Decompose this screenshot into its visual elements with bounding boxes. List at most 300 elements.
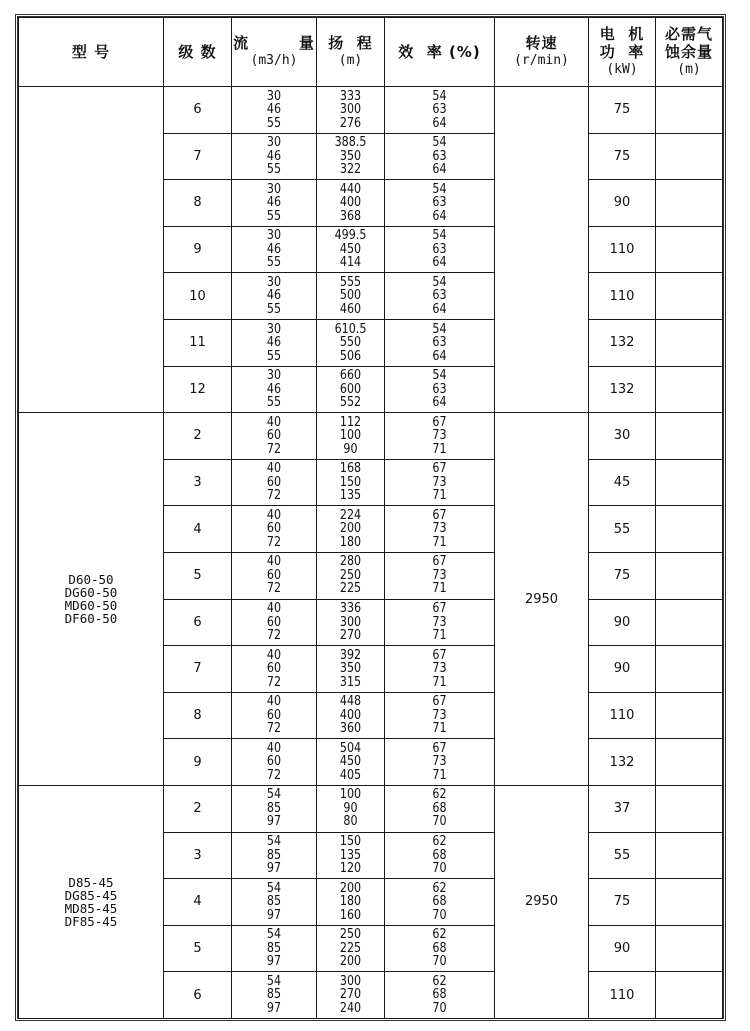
npshr-cell [656,832,723,879]
head-value: 368 [339,208,362,224]
head-cell [317,459,385,506]
model-cell [19,785,164,1018]
stages-cell: 8 [164,692,232,739]
npshr-cell [656,506,723,553]
stages-cell: 10 [164,273,232,320]
flow-cell [232,226,317,273]
motor-power-cell: 90 [589,925,656,972]
head-value: 333 [339,88,362,104]
head-value: 120 [339,861,362,877]
head-value: 280 [339,554,362,570]
efficiency-value: 54 [432,321,447,337]
head-value: 180 [339,534,362,550]
head-value: 250 [339,567,362,583]
efficiency-value: 63 [432,102,447,118]
efficiency-value: 73 [432,521,447,537]
flow-value: 60 [266,521,282,537]
head-value: 200 [339,954,362,970]
stages-cell: 6 [164,599,232,646]
efficiency-cell [385,646,495,693]
efficiency-cell [385,879,495,926]
efficiency-value: 71 [432,534,447,550]
flow-cell [232,319,317,366]
efficiency-cell [385,785,495,832]
head-value: 400 [339,707,362,723]
flow-value: 85 [266,847,282,863]
head-value: 250 [339,927,362,943]
head-value: 552 [339,395,362,411]
flow-value: 72 [266,488,282,504]
flow-value: 30 [266,274,282,290]
efficiency-value: 70 [432,861,447,877]
head-cell [317,506,385,553]
model-name: DG60-50 [64,585,118,601]
efficiency-value: 70 [432,954,447,970]
flow-value: 54 [266,973,282,989]
flow-cell [232,925,317,972]
motor-power-cell: 30 [589,413,656,460]
head-value: 499.5 [334,228,367,244]
efficiency-value: 63 [432,241,447,257]
stages-cell: 4 [164,506,232,553]
model-name: D60-50 [68,572,114,588]
flow-value: 85 [266,894,282,910]
stages-cell: 11 [164,319,232,366]
head-value: 80 [343,814,358,830]
flow-value: 72 [266,674,282,690]
flow-value: 60 [266,614,282,630]
flow-value: 85 [266,800,282,816]
head-cell [317,552,385,599]
npshr-cell [656,552,723,599]
flow-value: 54 [266,927,282,943]
head-value: 225 [339,940,362,956]
flow-value: 72 [266,534,282,550]
head-cell [317,273,385,320]
efficiency-value: 64 [432,208,447,224]
head-value: 276 [339,115,362,131]
flow-value: 85 [266,940,282,956]
head-cell [317,972,385,1019]
head-cell [317,133,385,180]
head-value: 200 [339,521,362,537]
flow-value: 72 [266,441,282,457]
head-cell [317,832,385,879]
efficiency-value: 71 [432,674,447,690]
flow-value: 30 [266,88,282,104]
stages-cell: 3 [164,832,232,879]
efficiency-value: 54 [432,228,447,244]
flow-value: 40 [266,601,282,617]
model-name: DF60-50 [64,611,118,627]
flow-value: 46 [266,102,282,118]
stages-cell: 7 [164,646,232,693]
header-flow: 流 量 (m3/h) [232,18,317,87]
flow-cell [232,366,317,413]
head-value: 400 [339,195,362,211]
head-cell [317,87,385,134]
flow-value: 54 [266,834,282,850]
npshr-cell [656,646,723,693]
efficiency-value: 67 [432,647,447,663]
head-value: 450 [339,754,362,770]
model-name: D85-45 [68,874,114,890]
efficiency-value: 63 [432,335,447,351]
efficiency-value: 54 [432,88,447,104]
stages-cell: 12 [164,366,232,413]
head-cell [317,413,385,460]
efficiency-value: 64 [432,301,447,317]
efficiency-value: 71 [432,721,447,737]
flow-cell [232,599,317,646]
stages-cell: 5 [164,925,232,972]
efficiency-value: 70 [432,907,447,923]
motor-power-cell: 90 [589,599,656,646]
flow-cell [232,832,317,879]
table-row [19,785,723,832]
efficiency-value: 63 [432,148,447,164]
npshr-cell [656,925,723,972]
model-cell [19,413,164,786]
table-row [19,413,723,460]
npshr-cell [656,739,723,786]
flow-value: 97 [266,907,282,923]
stages-cell: 4 [164,879,232,926]
head-cell [317,785,385,832]
npshr-cell [656,273,723,320]
efficiency-value: 71 [432,488,447,504]
flow-cell [232,133,317,180]
head-value: 388.5 [334,135,367,151]
speed-cell: 2950 [495,413,589,786]
head-value: 660 [339,368,362,384]
header-model: 型 号 [19,18,164,87]
efficiency-value: 63 [432,195,447,211]
efficiency-cell [385,133,495,180]
efficiency-value: 73 [432,754,447,770]
head-value: 405 [339,767,362,783]
head-value: 150 [339,834,362,850]
head-value: 322 [339,162,362,178]
flow-value: 40 [266,461,282,477]
efficiency-value: 62 [432,973,447,989]
flow-value: 97 [266,861,282,877]
head-value: 504 [339,740,362,756]
npshr-cell [656,180,723,227]
head-value: 90 [343,441,358,457]
head-value: 506 [339,348,362,364]
efficiency-value: 64 [432,395,447,411]
efficiency-value: 68 [432,847,447,863]
flow-value: 30 [266,181,282,197]
head-value: 450 [339,241,362,257]
head-value: 315 [339,674,362,690]
flow-value: 54 [266,787,282,803]
stages-cell: 2 [164,785,232,832]
efficiency-value: 67 [432,601,447,617]
motor-power-cell: 132 [589,319,656,366]
efficiency-cell [385,925,495,972]
flow-value: 40 [266,740,282,756]
efficiency-value: 71 [432,441,447,457]
motor-power-cell: 132 [589,739,656,786]
efficiency-value: 64 [432,348,447,364]
header-npshr: 必需气 蚀余量 (m) [656,18,723,87]
flow-cell [232,273,317,320]
motor-power-cell: 75 [589,87,656,134]
head-cell [317,646,385,693]
npshr-cell [656,133,723,180]
header-stages: 级 数 [164,18,232,87]
flow-value: 30 [266,228,282,244]
head-cell [317,599,385,646]
flow-cell [232,785,317,832]
efficiency-cell [385,739,495,786]
efficiency-value: 63 [432,381,447,397]
head-value: 610.5 [334,321,367,337]
efficiency-value: 64 [432,162,447,178]
efficiency-value: 62 [432,880,447,896]
efficiency-value: 73 [432,707,447,723]
npshr-cell [656,972,723,1019]
flow-value: 60 [266,661,282,677]
head-value: 135 [339,488,362,504]
head-value: 300 [339,102,362,118]
efficiency-value: 71 [432,767,447,783]
head-value: 300 [339,973,362,989]
head-value: 180 [339,894,362,910]
header-head: 扬 程 (m) [317,18,385,87]
head-value: 600 [339,381,362,397]
flow-value: 72 [266,581,282,597]
model-name: MD60-50 [64,598,118,614]
flow-value: 46 [266,241,282,257]
model-name: DF85-45 [64,913,118,929]
flow-value: 60 [266,754,282,770]
flow-cell [232,879,317,926]
table-row [19,87,723,134]
head-cell [317,879,385,926]
flow-value: 40 [266,554,282,570]
head-value: 225 [339,581,362,597]
npshr-cell [656,87,723,134]
efficiency-value: 68 [432,894,447,910]
head-value: 200 [339,880,362,896]
flow-value: 97 [266,954,282,970]
flow-value: 97 [266,1000,282,1016]
head-value: 224 [339,507,362,523]
motor-power-cell: 55 [589,832,656,879]
efficiency-cell [385,413,495,460]
head-value: 414 [339,255,362,271]
head-value: 550 [339,335,362,351]
motor-power-cell: 110 [589,226,656,273]
npshr-cell [656,785,723,832]
head-value: 460 [339,301,362,317]
model-cell [19,87,164,413]
flow-value: 46 [266,195,282,211]
head-cell [317,925,385,972]
flow-cell [232,552,317,599]
flow-value: 60 [266,707,282,723]
head-value: 160 [339,907,362,923]
stages-cell: 5 [164,552,232,599]
motor-power-cell: 110 [589,692,656,739]
head-value: 168 [339,461,362,477]
head-value: 300 [339,614,362,630]
efficiency-value: 54 [432,274,447,290]
npshr-cell [656,599,723,646]
head-value: 100 [339,428,362,444]
flow-value: 30 [266,368,282,384]
header-efficiency: 效 率 (%) [385,18,495,87]
efficiency-value: 67 [432,414,447,430]
npshr-cell [656,879,723,926]
head-value: 90 [343,800,358,816]
efficiency-value: 62 [432,927,447,943]
efficiency-cell [385,319,495,366]
flow-value: 60 [266,474,282,490]
flow-cell [232,506,317,553]
flow-value: 40 [266,414,282,430]
flow-value: 55 [266,301,282,317]
flow-value: 97 [266,814,282,830]
flow-value: 40 [266,647,282,663]
head-value: 336 [339,601,362,617]
flow-cell [232,646,317,693]
header-speed: 转速 (r/min) [495,18,589,87]
flow-value: 40 [266,694,282,710]
efficiency-value: 62 [432,834,447,850]
head-value: 392 [339,647,362,663]
efficiency-value: 62 [432,787,447,803]
head-value: 270 [339,987,362,1003]
flow-cell [232,87,317,134]
efficiency-value: 70 [432,814,447,830]
head-value: 555 [339,274,362,290]
flow-value: 46 [266,288,282,304]
stages-cell: 2 [164,413,232,460]
efficiency-value: 67 [432,694,447,710]
npshr-cell [656,319,723,366]
efficiency-value: 67 [432,507,447,523]
efficiency-value: 67 [432,554,447,570]
speed-cell: 2950 [495,785,589,1018]
head-value: 448 [339,694,362,710]
efficiency-cell [385,273,495,320]
head-cell [317,180,385,227]
speed-cell [495,87,589,413]
motor-power-cell: 110 [589,273,656,320]
npshr-cell [656,226,723,273]
flow-value: 55 [266,162,282,178]
flow-cell [232,180,317,227]
head-value: 135 [339,847,362,863]
npshr-cell [656,413,723,460]
efficiency-value: 73 [432,567,447,583]
efficiency-cell [385,692,495,739]
efficiency-value: 64 [432,255,447,271]
flow-cell [232,459,317,506]
flow-value: 72 [266,767,282,783]
efficiency-value: 67 [432,461,447,477]
motor-power-cell: 37 [589,785,656,832]
motor-power-cell: 90 [589,180,656,227]
motor-power-cell: 75 [589,879,656,926]
flow-value: 85 [266,987,282,1003]
header-row [19,18,723,87]
efficiency-cell [385,552,495,599]
motor-power-cell: 45 [589,459,656,506]
efficiency-cell [385,506,495,553]
flow-value: 46 [266,381,282,397]
head-value: 350 [339,661,362,677]
head-cell [317,226,385,273]
flow-value: 72 [266,721,282,737]
flow-value: 60 [266,567,282,583]
head-value: 112 [339,414,362,430]
head-value: 150 [339,474,362,490]
flow-value: 46 [266,148,282,164]
table-body [19,87,723,1019]
efficiency-value: 54 [432,135,447,151]
efficiency-value: 54 [432,368,447,384]
efficiency-value: 71 [432,628,447,644]
flow-value: 72 [266,628,282,644]
stages-cell: 7 [164,133,232,180]
flow-value: 30 [266,321,282,337]
motor-power-cell: 132 [589,366,656,413]
head-value: 360 [339,721,362,737]
efficiency-cell [385,366,495,413]
efficiency-value: 54 [432,181,447,197]
stages-cell: 9 [164,226,232,273]
efficiency-value: 63 [432,288,447,304]
stages-cell: 9 [164,739,232,786]
head-value: 350 [339,148,362,164]
flow-value: 55 [266,348,282,364]
model-name: MD85-45 [64,900,118,916]
efficiency-value: 68 [432,800,447,816]
npshr-cell [656,692,723,739]
motor-power-cell: 110 [589,972,656,1019]
motor-power-cell: 55 [589,506,656,553]
head-value: 500 [339,288,362,304]
motor-power-cell: 75 [589,133,656,180]
model-name: DG85-45 [64,887,118,903]
efficiency-value: 68 [432,940,447,956]
efficiency-cell [385,459,495,506]
header-motor-power: 电 机 功 率 (kW) [589,18,656,87]
flow-value: 30 [266,135,282,151]
npshr-cell [656,459,723,506]
efficiency-value: 73 [432,474,447,490]
efficiency-cell [385,226,495,273]
flow-value: 46 [266,335,282,351]
head-value: 270 [339,628,362,644]
efficiency-cell [385,180,495,227]
efficiency-value: 73 [432,428,447,444]
efficiency-value: 73 [432,661,447,677]
head-cell [317,739,385,786]
efficiency-value: 73 [432,614,447,630]
efficiency-value: 67 [432,740,447,756]
head-value: 240 [339,1000,362,1016]
stages-cell: 8 [164,180,232,227]
flow-value: 40 [266,507,282,523]
flow-value: 55 [266,115,282,131]
efficiency-value: 71 [432,581,447,597]
